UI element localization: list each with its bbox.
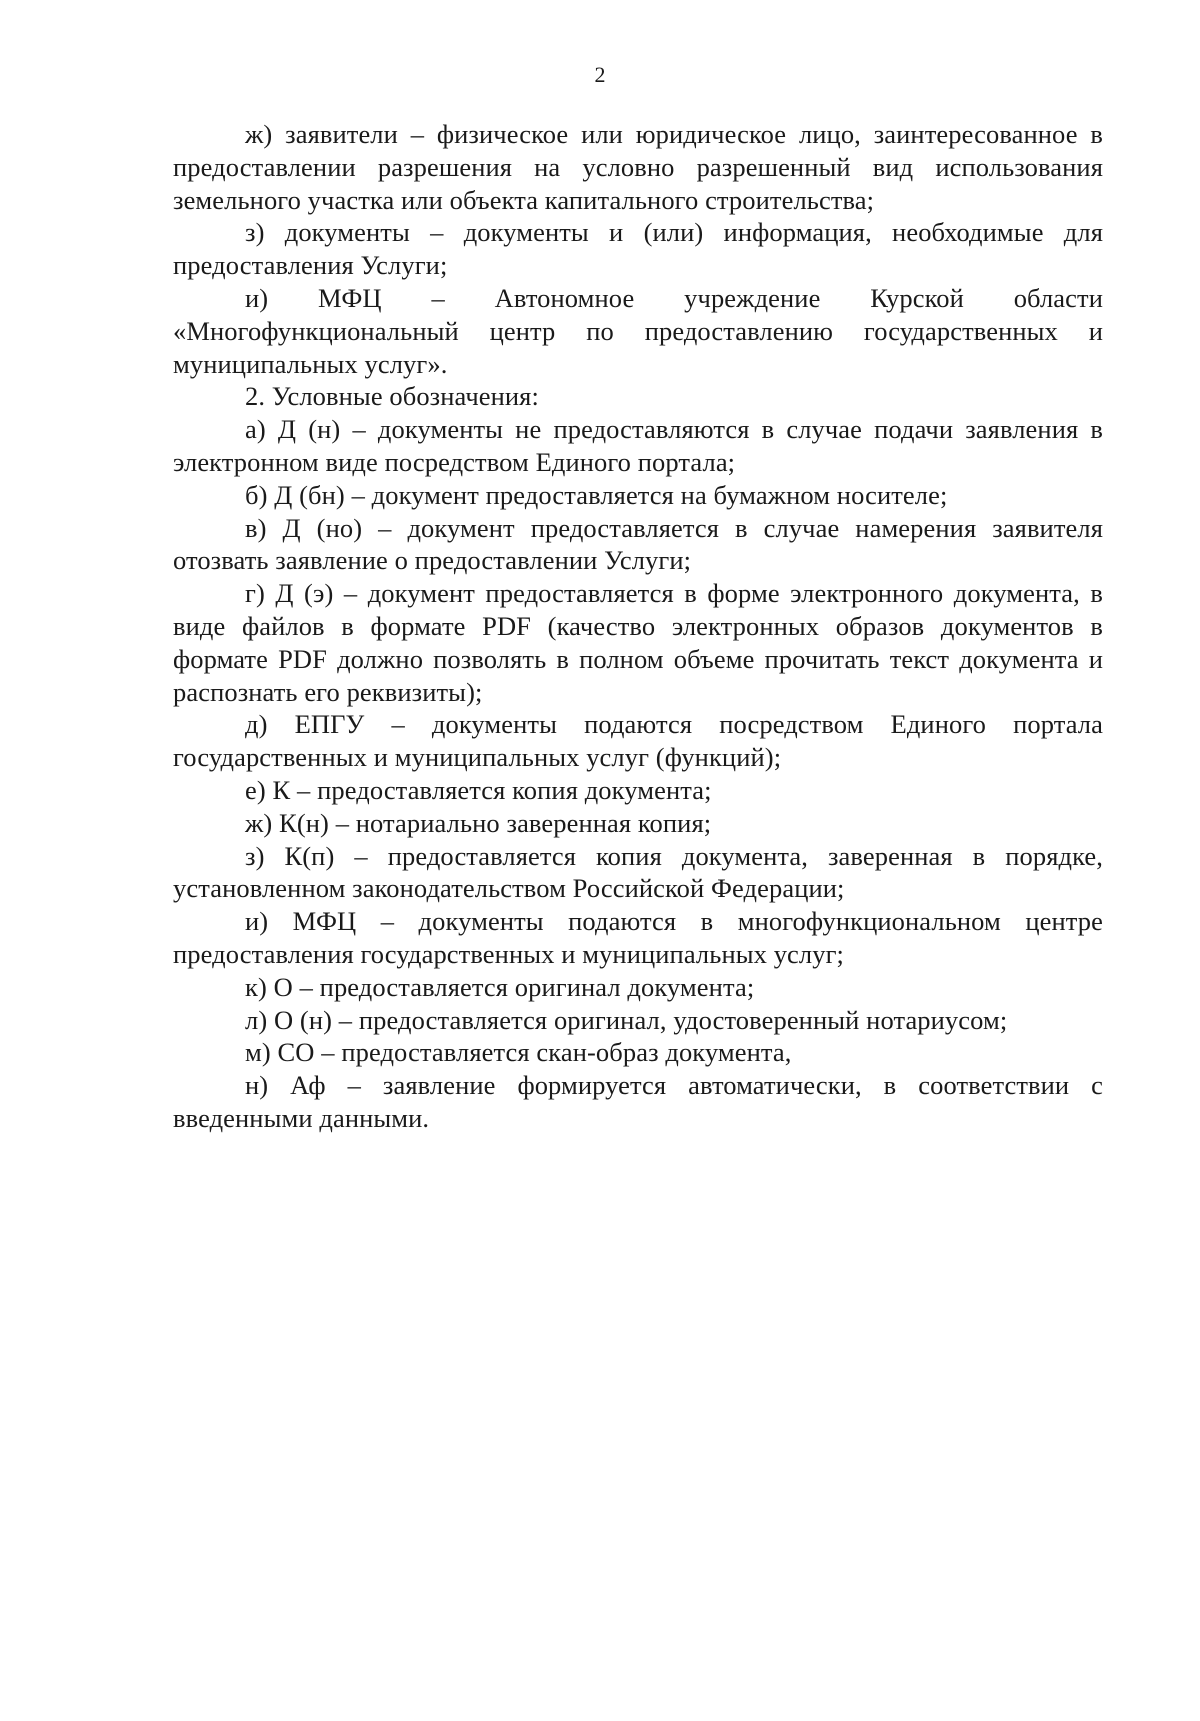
section-heading-symbols: 2. Условные обозначения: <box>245 381 539 412</box>
symbol-k: к) О – предоставляется оригинал документа; <box>245 971 755 1002</box>
symbol-l: л) О (н) – предоставляется оригинал, удостоверенный нотариусом; <box>245 1004 1008 1035</box>
symbol-z: з) К(п) – предоставляется копия документа, заверенная в порядке, установленном законодательством Российской Федерации; <box>173 840 1103 904</box>
page-number: 2 <box>594 62 606 87</box>
symbol-i: и) МФЦ – документы подаются в многофункциональном центре предоставления государственных и муниципальных услуг; <box>173 906 1103 969</box>
symbol-m: м) СО – предоставляется скан-образ документа, <box>245 1037 792 1068</box>
symbol-e: е) К – предоставляется копия документа; <box>245 774 712 805</box>
symbol-v: в) Д (но) – документ предоставляется в случае намерения заявителя отозвать заявление о предоставлении Услуги; <box>173 512 1103 576</box>
definition-i-mfc: и) МФЦ – Автономное учреждение Курской области «Многофункциональный центр по предоставлению государственных и муниципальных услуг». <box>173 282 1103 379</box>
definition-zhh-applicants: ж) заявители – физическое или юридическое лицо, заинтересованное в предоставлении разрешения на условно разрешенный вид использования земельного участка или объекта капитального строительства; <box>173 119 1103 215</box>
symbol-d: д) ЕПГУ – документы подаются посредством Единого портала государственных и муниципальных услуг (функций); <box>173 709 1103 773</box>
symbol-zhh: ж) К(н) – нотариально заверенная копия; <box>245 807 712 838</box>
symbol-a: а) Д (н) – документы не предоставляются в случае подачи заявления в электронном виде посредством Единого портала; <box>173 414 1103 477</box>
symbol-n: н) Аф – заявление формируется автоматически, в соответствии с введенными данными. <box>173 1070 1103 1133</box>
definition-z-documents: з) документы – документы и (или) информация, необходимые для предоставления Услуги; <box>173 217 1103 281</box>
symbol-g: г) Д (э) – документ предоставляется в форме электронного документа, в виде файлов в формате PDF (качество электронных образов документов в формате PDF должно позволять в полном объеме прочитать текст документа и распознать его реквизиты); <box>173 578 1103 707</box>
document-body <box>173 118 1103 1135</box>
symbol-b: б) Д (бн) – документ предоставляется на бумажном носителе; <box>245 479 948 510</box>
